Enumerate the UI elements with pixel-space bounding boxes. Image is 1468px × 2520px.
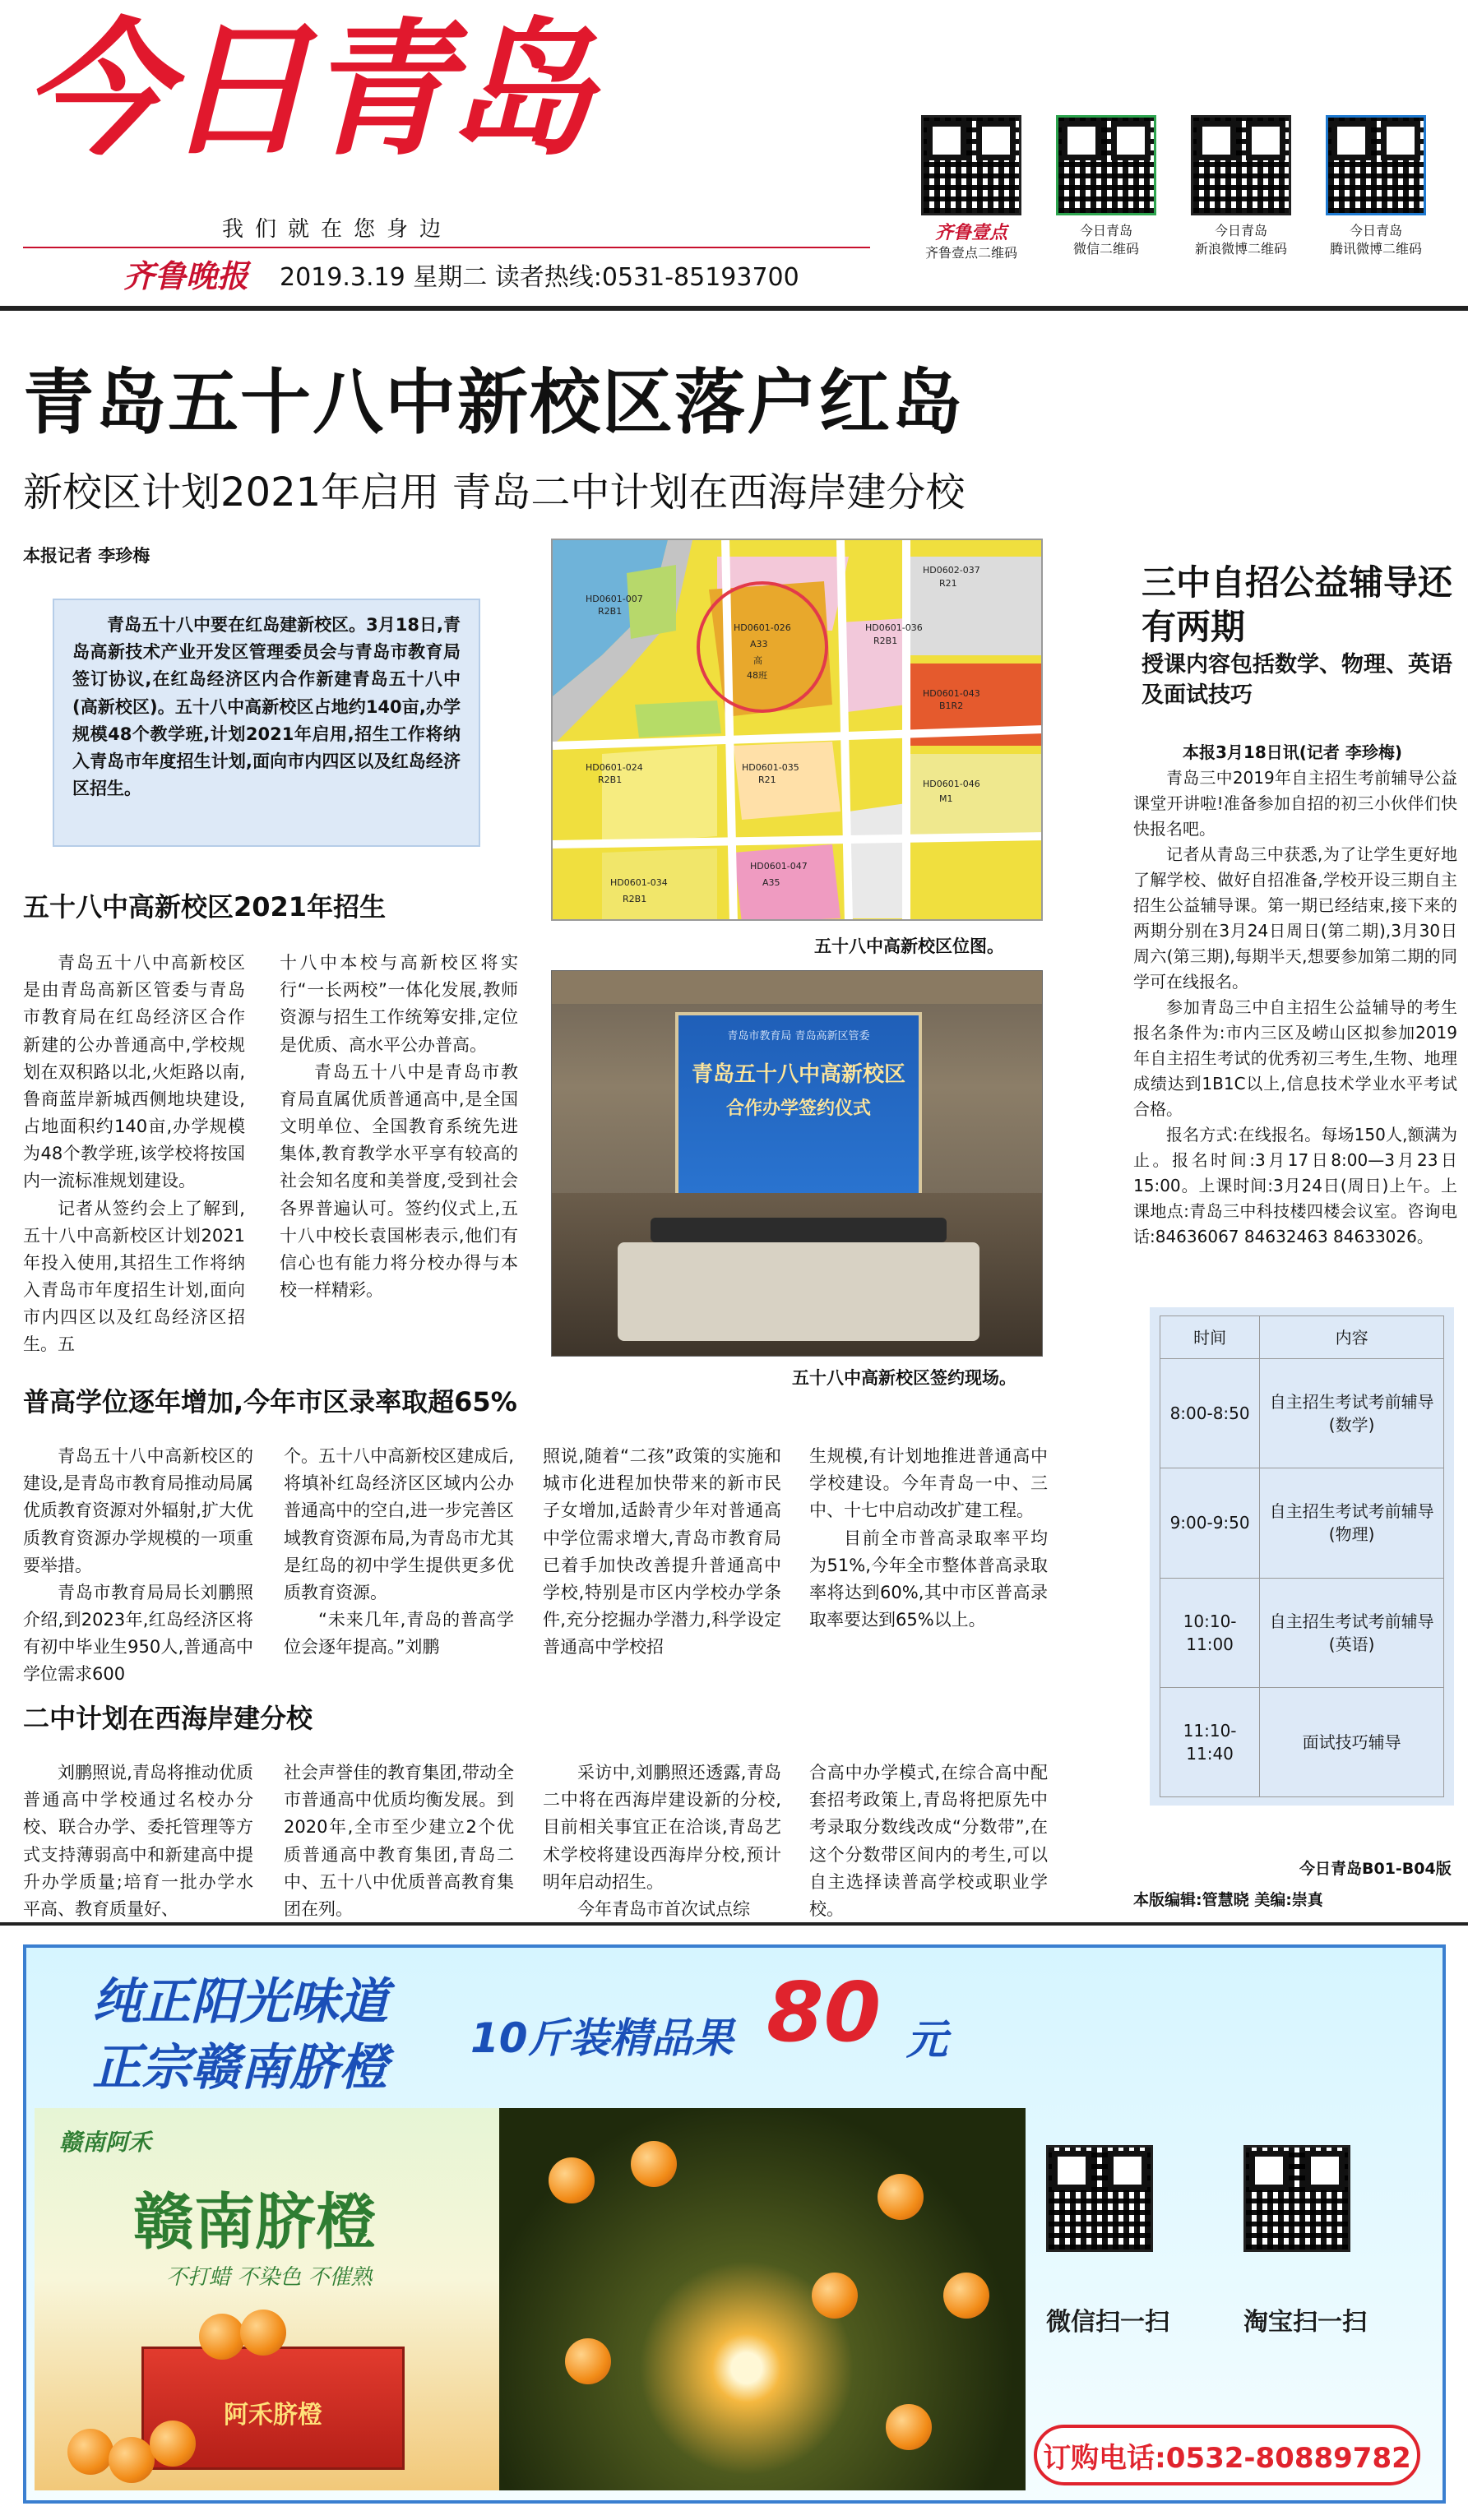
svg-text:M1: M1: [939, 793, 953, 804]
table-cell-time: 9:00-9:50: [1160, 1468, 1260, 1578]
paragraph: 刘鹏照说,青岛将推动优质普通高中学校通过名校办分校、联合办学、委托管理等方式支持薄弱高中和新建高中提升办学质量;培育一批办学水平高、教育质量好、: [23, 1763, 253, 1919]
paragraph: “未来几年,青岛的普高学位会逐年提高。”刘鹏: [284, 1610, 514, 1658]
table-cell-time: 10:10-11:00: [1160, 1578, 1260, 1687]
orange-tree-photo: [499, 2108, 1026, 2490]
ad-price-unit: 元: [906, 2016, 947, 2064]
ad-qr-wechat[interactable]: [1046, 2145, 1169, 2337]
edition-note: 今日青岛B01-B04版: [1299, 1860, 1452, 1878]
table-cell-content: 面试技巧辅导: [1260, 1687, 1444, 1796]
paragraph: 采访中,刘鹏照还透露,青岛二中将在西海岸建设新的分校,目前相关事宜正在洽谈,青岛艺术学校将建设西海岸分校,预计明年启动招生。: [543, 1763, 781, 1892]
paragraph: 青岛五十八中高新校区是由青岛高新区管委与青岛市教育局在红岛经济区合作新建的公办普通高中,学校规划在双积路以北,火炬路以南,鲁商蓝岸新城西侧地块建设,占地面积约140亩,办学规模为48个教学班,该学校将按国内一流标准规划建设。: [23, 953, 245, 1191]
masthead-slogan: 我们就在您身边: [222, 217, 453, 242]
paragraph: 青岛五十八中高新校区的建设,是青岛市教育局推动局属优质教育资源对外辐射,扩大优质教育资源办学规模的一项重要举措。: [23, 1446, 253, 1575]
table-cell-content: 自主招生考试考前辅导(英语): [1260, 1578, 1444, 1687]
table-row: [1160, 1468, 1444, 1578]
ad-offer: 10斤装精品果: [470, 2014, 734, 2062]
svg-text:48班: 48班: [747, 670, 767, 681]
svg-text:B1R2: B1R2: [939, 701, 964, 711]
article-column: [543, 1443, 781, 1661]
svg-text:HD0601-036: HD0601-036: [865, 622, 923, 633]
svg-text:A35: A35: [762, 877, 780, 888]
sub-headline: 新校区计划2021年启用 青岛二中计划在西海岸建分校: [23, 469, 966, 516]
brand-name: 齐鲁晚报: [123, 257, 249, 294]
article-column: [284, 1759, 514, 1923]
orange-fruit-icon: [150, 2421, 196, 2467]
paragraph: 参加青岛三中自主招生公益辅导的考生报名条件为:市内三区及崂山区拟参加2019年自主招生考试的优秀初三考生,生物、地理成绩达到1B1C以上,信息技术学业水平考试合格。: [1133, 997, 1457, 1119]
banner-subtitle: 合作办学签约仪式: [725, 1098, 871, 1119]
ad-tagline: 不打蜡 不染色 不催熟: [166, 2265, 373, 2290]
sidebar-article: [1133, 740, 1457, 1250]
paragraph: 个。五十八中高新校区建成后,将填补红岛经济区区域内公办普通高中的空白,进一步完善区域教育资源布局,为青岛市尤其是红岛的初中学生提供更多优质教育资源。: [284, 1446, 514, 1602]
table-header: 内容: [1260, 1316, 1444, 1359]
qr-block-tencent: [1326, 115, 1441, 262]
ad-slogan-line1: 纯正阳光味道: [92, 1973, 388, 2031]
zoning-map-graphic: [553, 540, 1043, 921]
ad-brand: 赣南阿禾: [59, 2129, 152, 2156]
paragraph: 青岛三中2019年自主招生考前辅导公益课堂开讲啦!准备参加自招的初三小伙伴们快快报名吧。: [1133, 768, 1457, 839]
svg-text:A33: A33: [750, 639, 768, 650]
sidebar-dateline: 本报3月18日讯(记者 李珍梅): [1183, 742, 1402, 762]
orange-fruit-icon: [886, 2404, 932, 2450]
banner-orgs: 青岛市教育局 青岛高新区管委: [727, 1030, 870, 1043]
paragraph: 生规模,有计划地推进普通高中学校建设。今年青岛一中、三中、十七中启动改扩建工程。: [809, 1446, 1048, 1521]
signing-ceremony-photo: [551, 970, 1043, 1357]
banner-screen: [675, 1012, 922, 1201]
masthead-rule: [23, 247, 870, 248]
ad-product-name: 赣南脐橙: [133, 2187, 377, 2258]
orange-fruit-icon: [631, 2141, 677, 2187]
orange-fruit-icon: [565, 2338, 611, 2384]
qr-code-icon[interactable]: [1056, 115, 1156, 215]
dateline: 2019.3.19 星期二 读者热线:0531-85193700: [280, 263, 799, 292]
paragraph: 记者从青岛三中获悉,为了让学生更好地了解学校、做好自招准备,学校开设三期自主招生公益辅导课。第一期已经结束,接下来的两期分别在3月24日周日(第二期),3月30日周六(第三期),每期半天,想要参加第二期的同学可在线报名。: [1133, 844, 1457, 992]
byline: 本报记者 李珍梅: [23, 546, 151, 566]
svg-text:HD0601-034: HD0601-034: [610, 877, 668, 888]
qr-code-icon[interactable]: [1191, 115, 1291, 215]
article-column: [23, 950, 245, 1359]
qr-label: 淘宝扫一扫: [1243, 2308, 1367, 2337]
table-cell-time: 8:00-8:50: [1160, 1359, 1260, 1468]
qr-label: 微信扫一扫: [1046, 2308, 1169, 2337]
table-cell-content: 自主招生考试考前辅导(数学): [1260, 1359, 1444, 1468]
svg-text:HD0601-047: HD0601-047: [750, 861, 808, 872]
orange-fruit-icon: [549, 2157, 595, 2203]
table-row: [1160, 1359, 1444, 1468]
paragraph: 记者从签约会上了解到,五十八中高新校区计划2021年投入使用,其招生工作将纳入青岛市年度招生计划,面向市内四区以及红岛经济区招生。五: [23, 1198, 245, 1355]
orange-advertisement[interactable]: [23, 1944, 1446, 2504]
svg-text:R2B1: R2B1: [873, 636, 898, 646]
article-column: [543, 1759, 781, 1923]
paragraph: 照说,随着“二孩”政策的实施和城市化进程加快带来的新市民子女增加,适龄青少年对普通高中学位需求增大,青岛市教育局已着手加快改善提升普通高中学校,特别是市区内学校办学条件,充分挖掘办学潜力,科学设定普通高中学校招: [543, 1446, 781, 1658]
qr-code-row: [921, 115, 1441, 262]
table-header: 时间: [1160, 1316, 1260, 1359]
editor-credits: 本版编辑:管慧晓 美编:崇真: [1133, 1891, 1323, 1909]
orange-product-panel: [35, 2108, 499, 2490]
qr-code-icon[interactable]: [1326, 115, 1426, 215]
order-hotline: 订购电话:0532-80889782: [1043, 2441, 1411, 2475]
schedule-table-box: [1150, 1307, 1454, 1806]
svg-text:HD0601-024: HD0601-024: [586, 762, 643, 773]
orange-fruit-icon: [878, 2174, 924, 2220]
qr-caption: 今日青岛 微信二维码: [1072, 223, 1139, 257]
qr-block-qilu: [921, 115, 1036, 262]
paragraph: 目前全市普高录取率平均为51%,今年全市整体普高录取率将达到60%,其中市区普高录取率要达到65%以上。: [809, 1528, 1048, 1630]
paragraph: 报名方式:在线报名。每场150人,额满为止。报名时间:3月17日8:00—3月23日15:00。上课时间:3月24日(周日)上午。上课地点:青岛三中科技楼四楼会议室。咨询电话:84636067 84632463 84633026。: [1133, 1125, 1457, 1246]
section-heading: 二中计划在西海岸建分校: [23, 1703, 313, 1734]
zoning-map-image: [551, 539, 1043, 921]
ad-divider: [0, 1922, 1468, 1926]
paragraph: 青岛五十八中是青岛市教育局直属优质普通高中,是全国文明单位、全国教育系统先进集体,教育教学水平享有较高的社会知名度和美誉度,受到社会各界普遍认可。签约仪式上,五十八中校长袁国彬表示,他们有信心也有能力将分校办得与本校一样精彩。: [280, 1061, 518, 1301]
orange-fruit-icon: [109, 2437, 155, 2483]
article-column: [23, 1443, 253, 1689]
qr-code-icon[interactable]: [921, 115, 1021, 215]
qilu-badge: 齐鲁壹点: [934, 223, 1007, 243]
schedule-table: [1160, 1315, 1444, 1797]
qr-block-wechat: [1056, 115, 1171, 262]
paragraph: 今年青岛市首次试点综: [577, 1898, 750, 1919]
ad-qr-taobao[interactable]: [1243, 2145, 1367, 2337]
qr-block-sina: [1191, 115, 1306, 262]
qr-code-icon[interactable]: [1243, 2145, 1350, 2252]
svg-text:R21: R21: [758, 774, 776, 785]
paragraph: 社会声誉佳的教育集团,带动全市普通高中优质均衡发展。到2020年,全市至少建立2个优质普通高中教育集团,青岛二中、五十八中优质普高教育集团在列。: [284, 1763, 514, 1919]
lead-summary-box: 青岛五十八中要在红岛建新校区。3月18日,青岛高新技术产业开发区管理委员会与青岛市教育局签订协议,在红岛经济区内合作新建青岛五十八中(高新校区)。五十八中高新校区占地约140亩,办学规模48个教学班,计划2021年启用,招生工作将纳入青岛市年度招生计划,面向市内四区以及红岛经济区招生。: [53, 599, 480, 847]
newspaper-logo: 今日青岛: [23, 3, 589, 175]
sidebar-subheadline: 授课内容包括数学、物理、英语及面试技巧: [1142, 652, 1452, 709]
box-label: 阿禾脐橙: [224, 2401, 322, 2430]
article-column: [809, 1759, 1048, 1923]
paragraph: 十八中本校与高新校区将实行“一长两校”一体化发展,教师资源与招生工作统筹安排,定位是优质、高水平公办普高。: [280, 953, 518, 1055]
sidebar-headline: 三中自招公益辅导还有两期: [1142, 562, 1453, 647]
qr-caption: 齐鲁壹点二维码: [924, 245, 1017, 261]
svg-text:R2B1: R2B1: [598, 774, 623, 785]
main-headline: 青岛五十八中新校区落户红岛: [23, 362, 964, 444]
photo-caption: 五十八中高新校区签约现场。: [792, 1368, 1016, 1388]
qr-code-icon[interactable]: [1046, 2145, 1153, 2252]
svg-text:HD0601-046: HD0601-046: [923, 779, 980, 789]
orange-fruit-icon: [812, 2273, 858, 2319]
paragraph: 合高中办学模式,在综合高中配套招考政策上,青岛将把原先中考录取分数线改成“分数带”,在这个分数带区间内的考生,可以自主选择读普高学校或职业学校。: [809, 1763, 1048, 1919]
qr-caption: 今日青岛 新浪微博二维码: [1194, 223, 1287, 257]
article-column: [809, 1443, 1048, 1634]
orange-fruit-icon: [199, 2314, 245, 2360]
svg-text:HD0601-043: HD0601-043: [923, 688, 980, 699]
section-heading: 五十八中高新校区2021年招生: [23, 891, 387, 922]
ad-slogan-line2: 正宗赣南脐橙: [92, 2039, 388, 2097]
qr-caption: 今日青岛 腾讯微博二维码: [1329, 223, 1422, 257]
svg-text:HD0602-037: HD0602-037: [923, 565, 980, 576]
masthead-divider: [0, 306, 1468, 311]
svg-text:HD0601-026: HD0601-026: [734, 622, 791, 633]
svg-text:HD0601-035: HD0601-035: [742, 762, 799, 773]
svg-text:R21: R21: [939, 578, 957, 589]
table-row: [1160, 1578, 1444, 1687]
svg-text:高: 高: [753, 655, 762, 666]
table-row: [1160, 1687, 1444, 1796]
svg-text:HD0601-007: HD0601-007: [586, 594, 643, 604]
article-column: [284, 1443, 514, 1661]
paragraph: 青岛市教育局局长刘鹏照介绍,到2023年,红岛经济区将有初中毕业生950人,普通高中学位需求600: [23, 1582, 253, 1685]
table-cell-content: 自主招生考试考前辅导(物理): [1260, 1468, 1444, 1578]
order-hotline-box[interactable]: [1034, 2425, 1420, 2485]
banner-title: 青岛五十八中高新校区: [691, 1062, 905, 1087]
orange-fruit-icon: [943, 2273, 989, 2319]
article-column: [280, 950, 518, 1304]
map-caption: 五十八中高新校区位图。: [814, 936, 1004, 956]
table-cell-time: 11:10-11:40: [1160, 1687, 1260, 1796]
table-header-row: [1160, 1316, 1444, 1359]
conference-table: [618, 1242, 979, 1341]
orange-fruit-icon: [67, 2429, 113, 2475]
article-column: [23, 1759, 253, 1923]
svg-text:R2B1: R2B1: [598, 606, 623, 617]
orange-fruit-icon: [240, 2310, 286, 2356]
svg-text:R2B1: R2B1: [623, 894, 647, 904]
section-heading: 普高学位逐年增加,今年市区录率取超65%: [23, 1386, 517, 1417]
ad-price: 80: [766, 1964, 882, 2060]
